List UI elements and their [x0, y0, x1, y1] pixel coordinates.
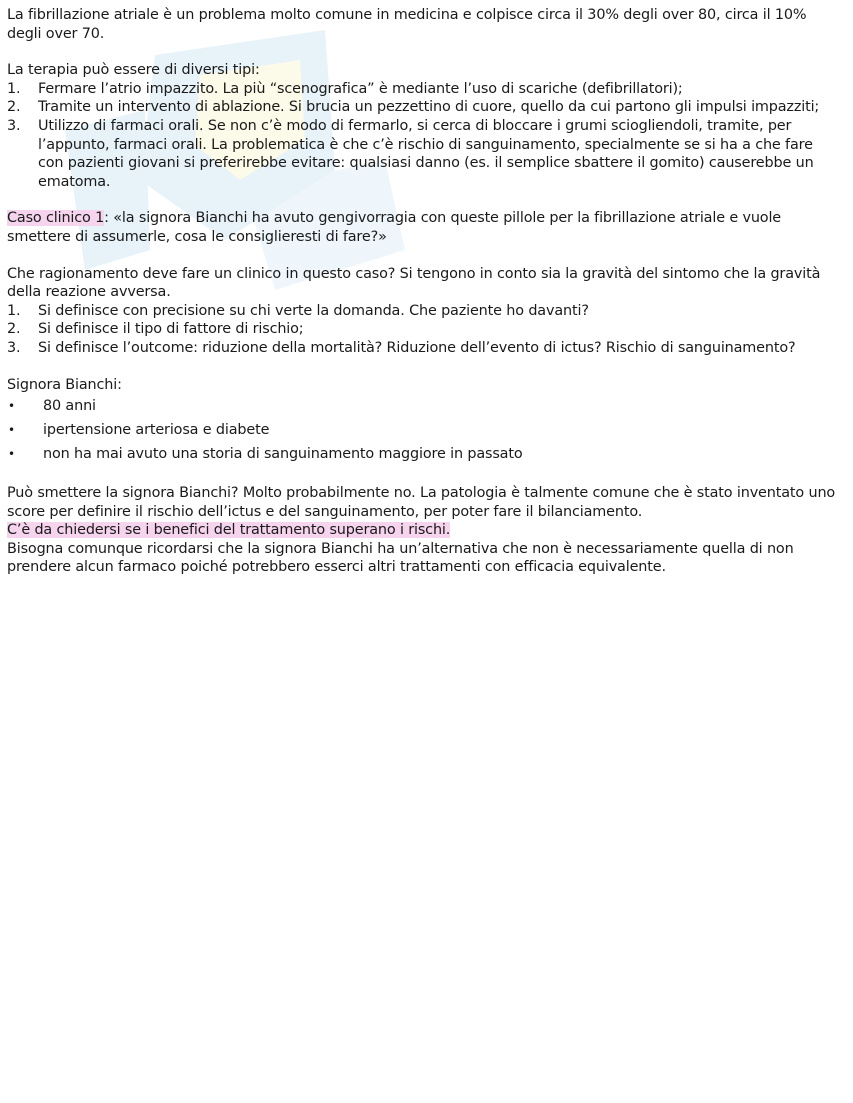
list-text: 80 anni [43, 397, 96, 414]
list-number: 1. [7, 302, 21, 319]
list-item [7, 80, 837, 99]
list-text: Si definisce l’outcome: riduzione della mortalità? Riduzione dell’evento di ictus? Rischio di sanguinamento? [38, 339, 796, 356]
list-item [7, 117, 837, 191]
conclusion-highlight: C’è da chiedersi se i benefici del trattamento superano i rischi. [7, 522, 451, 539]
list-text: non ha mai avuto una storia di sanguinamento maggiore in passato [43, 445, 523, 462]
list-text: Fermare l’atrio impazzito. La più “scenografica” è mediante l’uso di scariche (defibrillatori); [38, 80, 683, 97]
list-item [7, 442, 837, 466]
document-page [7, 6, 837, 577]
list-item [7, 98, 837, 117]
therapy-heading: La terapia può essere di diversi tipi: [7, 62, 260, 79]
list-number: 1. [7, 80, 21, 97]
list-item [7, 339, 837, 358]
conclusion-paragraph: Può smettere la signora Bianchi? Molto probabilmente no. La patologia è talmente comune che è stato inventato uno score per definire il rischio dell’ictus e del sanguinamento, per poter fare il bilanciamento. [7, 485, 836, 520]
list-number: 3. [7, 339, 21, 356]
case-label: Caso clinico 1 [7, 210, 105, 227]
list-item [7, 320, 837, 339]
intro-paragraph: La fibrillazione atriale è un problema molto comune in medicina e colpisce circa il 30% degli over 80, circa il 10% degli over 70. [7, 7, 807, 42]
bullet-icon: • [8, 398, 15, 413]
list-item [7, 302, 837, 321]
patient-heading: Signora Bianchi: [7, 376, 122, 393]
patient-list [7, 394, 837, 466]
list-text: ipertensione arteriosa e diabete [43, 421, 270, 438]
list-number: 3. [7, 117, 21, 134]
case-paragraph [7, 209, 837, 246]
reasoning-intro: Che ragionamento deve fare un clinico in questo caso? Si tengono in conto sia la gravità del sintomo che la gravità della reazione avversa. [7, 265, 821, 301]
list-text: Utilizzo di farmaci orali. Se non c’è modo di fermarlo, si cerca di bloccare i grumi sciogliendoli, tramite, per l’appunto, farmaci orali. La problematica è che c’è rischio di sanguinamento, specialmente se si ha a che fare con pazienti giovani si preferirebbe evitare: qualsiasi danno (es. il semplice sbattere il gomito) causerebbe un ematoma. [38, 117, 814, 190]
bullet-icon: • [8, 446, 15, 461]
list-item [7, 418, 837, 442]
list-text: Si definisce con precisione su chi verte la domanda. Che paziente ho davanti? [38, 302, 589, 319]
reasoning-list [7, 302, 837, 358]
list-number: 2. [7, 321, 21, 338]
list-item [7, 394, 837, 418]
list-text: Si definisce il tipo di fattore di rischio; [38, 321, 304, 338]
therapy-list [7, 80, 837, 192]
list-text: Tramite un intervento di ablazione. Si brucia un pezzettino di cuore, quello da cui partono gli impulsi impazziti; [38, 99, 820, 116]
conclusion-highlight-line [7, 521, 837, 540]
case-text: : «la signora Bianchi ha avuto gengivorragia con queste pillole per la fibrillazione atriale e vuole smettere di assumerle, cosa le consiglieresti di fare?» [7, 210, 781, 245]
conclusion-paragraph-2: Bisogna comunque ricordarsi che la signora Bianchi ha un’alternativa che non è necessariamente quella di non prendere alcun farmaco poiché potrebbero esserci altri trattamenti con efficacia equivalente. [7, 540, 794, 576]
bullet-icon: • [8, 422, 15, 437]
list-number: 2. [7, 99, 21, 116]
